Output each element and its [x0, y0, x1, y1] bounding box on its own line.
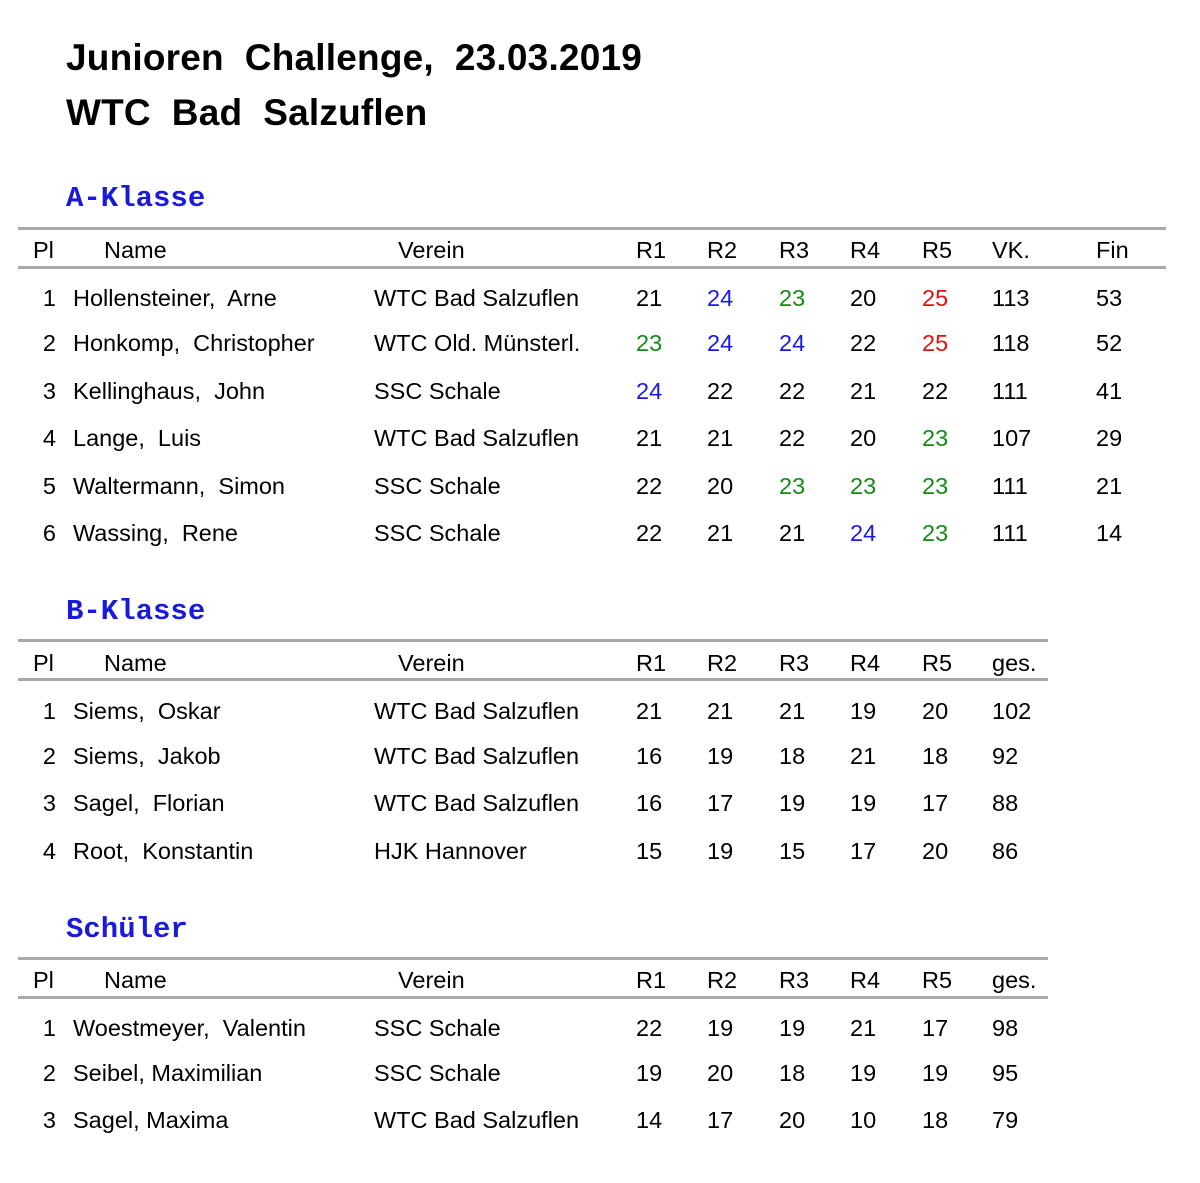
round-2-score-cell: 20	[707, 1060, 734, 1086]
round-3-score-cell: 22	[779, 425, 806, 451]
club-cell: SSC Schale	[374, 1060, 501, 1086]
round-3-score-cell: 24	[779, 330, 806, 356]
club-cell: WTC Bad Salzuflen	[374, 790, 580, 816]
round-2-score-cell: 17	[707, 1107, 734, 1133]
round-5-score-cell: 20	[922, 698, 949, 724]
club-cell: SSC Schale	[374, 378, 501, 404]
round-3-score-cell: 19	[779, 790, 806, 816]
total-cell: 79	[992, 1107, 1019, 1133]
total-cell: 88	[992, 790, 1019, 816]
total-cell: 107	[992, 425, 1032, 451]
round-2-score-cell: 22	[707, 378, 734, 404]
round-4-score-cell: 21	[850, 1015, 877, 1041]
total-cell: 95	[992, 1060, 1019, 1086]
rank-cell: 3	[42, 378, 56, 404]
club-cell: WTC Bad Salzuflen	[374, 698, 580, 724]
final-cell: 52	[1096, 330, 1123, 356]
col-header-r4: R4	[850, 967, 881, 993]
name-cell: Seibel, Maximilian	[73, 1060, 263, 1086]
name-cell: Sagel, Florian	[73, 790, 225, 816]
club-cell: WTC Bad Salzuflen	[374, 425, 580, 451]
header-bottom-rule	[18, 678, 1048, 681]
round-2-score-cell: 19	[707, 743, 734, 769]
col-header-verein: Verein	[398, 650, 465, 676]
name-cell: Honkomp, Christopher	[73, 330, 315, 356]
col-header-r5: R5	[922, 967, 953, 993]
col-header-r2: R2	[707, 967, 738, 993]
name-cell: Siems, Oskar	[73, 698, 221, 724]
round-5-score-cell: 25	[922, 285, 949, 311]
round-3-score-cell: 20	[779, 1107, 806, 1133]
round-4-score-cell: 21	[850, 378, 877, 404]
round-5-score-cell: 23	[922, 473, 949, 499]
round-2-score-cell: 21	[707, 520, 734, 546]
round-1-score-cell: 22	[636, 473, 663, 499]
col-header-r1: R1	[636, 650, 667, 676]
rank-cell: 1	[42, 285, 56, 311]
round-2-score-cell: 19	[707, 838, 734, 864]
round-4-score-cell: 19	[850, 698, 877, 724]
name-cell: Waltermann, Simon	[73, 473, 286, 499]
club-cell: WTC Bad Salzuflen	[374, 743, 580, 769]
club-cell: SSC Schale	[374, 1015, 501, 1041]
rank-cell: 2	[42, 1060, 56, 1086]
round-3-score-cell: 19	[779, 1015, 806, 1041]
round-4-score-cell: 24	[850, 520, 877, 546]
page-title: Junioren Challenge, 23.03.2019	[66, 37, 643, 78]
col-header-r3: R3	[779, 237, 810, 263]
club-cell: SSC Schale	[374, 473, 501, 499]
name-cell: Hollensteiner, Arne	[73, 285, 277, 311]
round-4-score-cell: 20	[850, 425, 877, 451]
col-header-r4: R4	[850, 237, 881, 263]
name-cell: Lange, Luis	[73, 425, 202, 451]
round-5-score-cell: 19	[922, 1060, 949, 1086]
round-4-score-cell: 23	[850, 473, 877, 499]
header-top-rule	[18, 957, 1048, 960]
section-title: B-Klasse	[66, 595, 206, 628]
section-title: A-Klasse	[66, 182, 206, 215]
round-2-score-cell: 24	[707, 330, 734, 356]
round-3-score-cell: 15	[779, 838, 806, 864]
round-5-score-cell: 25	[922, 330, 949, 356]
col-header-name: Name	[104, 967, 167, 993]
club-cell: WTC Old. Münsterl.	[374, 330, 581, 356]
round-1-score-cell: 21	[636, 698, 663, 724]
round-5-score-cell: 18	[922, 1107, 949, 1133]
round-1-score-cell: 15	[636, 838, 663, 864]
page-subtitle: WTC Bad Salzuflen	[66, 92, 428, 133]
col-header-fin: Fin	[1096, 237, 1129, 263]
col-header-pl: Pl	[33, 650, 54, 676]
total-cell: 111	[992, 520, 1028, 546]
col-header-vk: VK.	[992, 237, 1030, 263]
round-4-score-cell: 17	[850, 838, 877, 864]
rank-cell: 6	[42, 520, 56, 546]
final-cell: 41	[1096, 378, 1123, 404]
rank-cell: 2	[42, 743, 56, 769]
col-header-r2: R2	[707, 650, 738, 676]
round-1-score-cell: 23	[636, 330, 663, 356]
name-cell: Wassing, Rene	[73, 520, 239, 546]
round-4-score-cell: 20	[850, 285, 877, 311]
round-3-score-cell: 21	[779, 520, 806, 546]
rank-cell: 3	[42, 1107, 56, 1133]
col-header-r4: R4	[850, 650, 881, 676]
header-bottom-rule	[18, 266, 1166, 269]
col-header-r1: R1	[636, 967, 667, 993]
round-4-score-cell: 19	[850, 1060, 877, 1086]
total-cell: 113	[992, 285, 1030, 311]
total-cell: 98	[992, 1015, 1019, 1041]
round-5-score-cell: 22	[922, 378, 949, 404]
club-cell: SSC Schale	[374, 520, 501, 546]
round-3-score-cell: 23	[779, 473, 806, 499]
rank-cell: 4	[42, 425, 56, 451]
club-cell: WTC Bad Salzuflen	[374, 285, 580, 311]
total-cell: 102	[992, 698, 1032, 724]
rank-cell: 5	[42, 473, 56, 499]
name-cell: Root, Konstantin	[73, 838, 254, 864]
col-header-pl: Pl	[33, 237, 54, 263]
col-header-verein: Verein	[398, 237, 465, 263]
col-header-r1: R1	[636, 237, 667, 263]
name-cell: Woestmeyer, Valentin	[73, 1015, 306, 1041]
rank-cell: 1	[42, 698, 56, 724]
col-header-verein: Verein	[398, 967, 465, 993]
round-4-score-cell: 10	[850, 1107, 877, 1133]
round-3-score-cell: 18	[779, 743, 806, 769]
name-cell: Siems, Jakob	[73, 743, 221, 769]
col-header-ges: ges.	[992, 650, 1037, 676]
round-3-score-cell: 22	[779, 378, 806, 404]
round-3-score-cell: 23	[779, 285, 806, 311]
col-header-pl: Pl	[33, 967, 54, 993]
club-cell: WTC Bad Salzuflen	[374, 1107, 580, 1133]
col-header-r5: R5	[922, 237, 953, 263]
total-cell: 111	[992, 473, 1028, 499]
round-1-score-cell: 14	[636, 1107, 663, 1133]
round-4-score-cell: 19	[850, 790, 877, 816]
col-header-r3: R3	[779, 967, 810, 993]
round-3-score-cell: 21	[779, 698, 806, 724]
round-1-score-cell: 21	[636, 285, 663, 311]
round-4-score-cell: 21	[850, 743, 877, 769]
round-2-score-cell: 21	[707, 425, 734, 451]
name-cell: Kellinghaus, John	[73, 378, 266, 404]
round-1-score-cell: 16	[636, 790, 663, 816]
final-cell: 53	[1096, 285, 1123, 311]
rank-cell: 1	[42, 1015, 56, 1041]
round-1-score-cell: 22	[636, 1015, 663, 1041]
final-cell: 29	[1096, 425, 1123, 451]
header-top-rule	[18, 639, 1048, 642]
rank-cell: 4	[42, 838, 56, 864]
total-cell: 92	[992, 743, 1019, 769]
final-cell: 14	[1096, 520, 1123, 546]
total-cell: 86	[992, 838, 1019, 864]
header-bottom-rule	[18, 996, 1048, 999]
round-5-score-cell: 18	[922, 743, 949, 769]
round-5-score-cell: 23	[922, 520, 949, 546]
club-cell: HJK Hannover	[374, 838, 527, 864]
round-2-score-cell: 20	[707, 473, 734, 499]
round-1-score-cell: 19	[636, 1060, 663, 1086]
round-5-score-cell: 17	[922, 1015, 949, 1041]
name-cell: Sagel, Maxima	[73, 1107, 229, 1133]
col-header-r5: R5	[922, 650, 953, 676]
round-2-score-cell: 17	[707, 790, 734, 816]
round-1-score-cell: 22	[636, 520, 663, 546]
total-cell: 111	[992, 378, 1028, 404]
col-header-r2: R2	[707, 237, 738, 263]
round-2-score-cell: 19	[707, 1015, 734, 1041]
final-cell: 21	[1096, 473, 1123, 499]
rank-cell: 3	[42, 790, 56, 816]
round-1-score-cell: 21	[636, 425, 663, 451]
round-5-score-cell: 20	[922, 838, 949, 864]
col-header-r3: R3	[779, 650, 810, 676]
col-header-name: Name	[104, 650, 167, 676]
round-2-score-cell: 21	[707, 698, 734, 724]
round-4-score-cell: 22	[850, 330, 877, 356]
col-header-ges: ges.	[992, 967, 1037, 993]
round-2-score-cell: 24	[707, 285, 734, 311]
round-1-score-cell: 16	[636, 743, 663, 769]
total-cell: 118	[992, 330, 1030, 356]
round-1-score-cell: 24	[636, 378, 663, 404]
col-header-name: Name	[104, 237, 167, 263]
rank-cell: 2	[42, 330, 56, 356]
section-title: Schüler	[66, 913, 188, 946]
header-top-rule	[18, 227, 1166, 230]
round-3-score-cell: 18	[779, 1060, 806, 1086]
round-5-score-cell: 17	[922, 790, 949, 816]
round-5-score-cell: 23	[922, 425, 949, 451]
